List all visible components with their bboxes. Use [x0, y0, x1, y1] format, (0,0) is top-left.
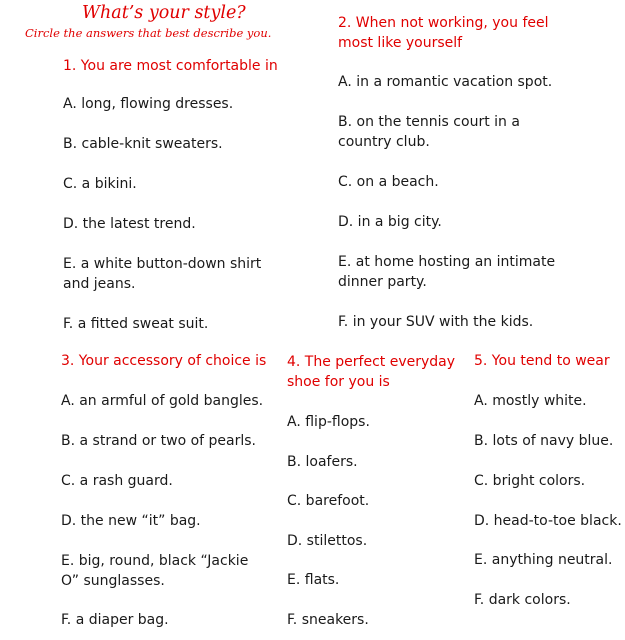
question-3-answer-d[interactable]: D. the new “it” bag.: [61, 513, 201, 529]
question-4-title: 4. The perfect everyday shoe for you is: [287, 354, 456, 390]
question-1-answer-c[interactable]: C. a bikini.: [63, 176, 137, 192]
question-3-answer-e[interactable]: E. big, round, black “Jackie O” sunglasses.: [61, 553, 249, 589]
question-3-answer-a[interactable]: A. an armful of gold bangles.: [61, 393, 264, 409]
question-2-answer-e[interactable]: E. at home hosting an intimate dinner party.: [338, 254, 556, 290]
question-5-answer-d[interactable]: D. head-to-toe black.: [474, 513, 622, 529]
question-4-answer-b[interactable]: B. loafers.: [287, 454, 358, 470]
question-4-answer-c[interactable]: C. barefoot.: [287, 493, 370, 509]
question-1-title: 1. You are most comfortable in: [63, 58, 278, 74]
question-1-answer-b[interactable]: B. cable-knit sweaters.: [63, 136, 223, 152]
question-4-answer-e[interactable]: E. flats.: [287, 572, 340, 588]
question-3-answer-b[interactable]: B. a strand or two of pearls.: [61, 433, 257, 449]
question-5-answer-a[interactable]: A. mostly white.: [474, 393, 587, 409]
question-5-answer-c[interactable]: C. bright colors.: [474, 473, 586, 489]
question-1-answer-d[interactable]: D. the latest trend.: [63, 216, 196, 232]
question-1-answer-f[interactable]: F. a fitted sweat suit.: [63, 316, 209, 332]
question-5-answer-f[interactable]: F. dark colors.: [474, 592, 571, 608]
page-subtitle: Circle the answers that best describe you.: [25, 26, 272, 40]
question-4-answer-f[interactable]: F. sneakers.: [287, 612, 369, 628]
question-2-answer-c[interactable]: C. on a beach.: [338, 174, 439, 190]
question-2-answer-b[interactable]: B. on the tennis court in a country club.: [338, 114, 520, 150]
question-1-answer-a[interactable]: A. long, flowing dresses.: [63, 96, 234, 112]
question-3-answer-c[interactable]: C. a rash guard.: [61, 473, 173, 489]
question-2-answer-a[interactable]: A. in a romantic vacation spot.: [338, 74, 553, 90]
question-3-answer-f[interactable]: F. a diaper bag.: [61, 612, 169, 628]
question-5-answer-b[interactable]: B. lots of navy blue.: [474, 433, 614, 449]
question-2-answer-d[interactable]: D. in a big city.: [338, 214, 442, 230]
question-2-title: 2. When not working, you feel most like yourself: [338, 15, 549, 51]
question-4-answer-a[interactable]: A. flip-flops.: [287, 414, 370, 430]
question-4-answer-d[interactable]: D. stilettos.: [287, 533, 368, 549]
question-5-title: 5. You tend to wear: [474, 353, 610, 369]
question-3-title: 3. Your accessory of choice is: [61, 353, 267, 369]
question-2-answer-f[interactable]: F. in your SUV with the kids.: [338, 314, 534, 330]
page-title: What’s your style?: [82, 3, 246, 23]
question-5-answer-e[interactable]: E. anything neutral.: [474, 552, 613, 568]
question-1-answer-e[interactable]: E. a white button-down shirt and jeans.: [63, 256, 262, 292]
